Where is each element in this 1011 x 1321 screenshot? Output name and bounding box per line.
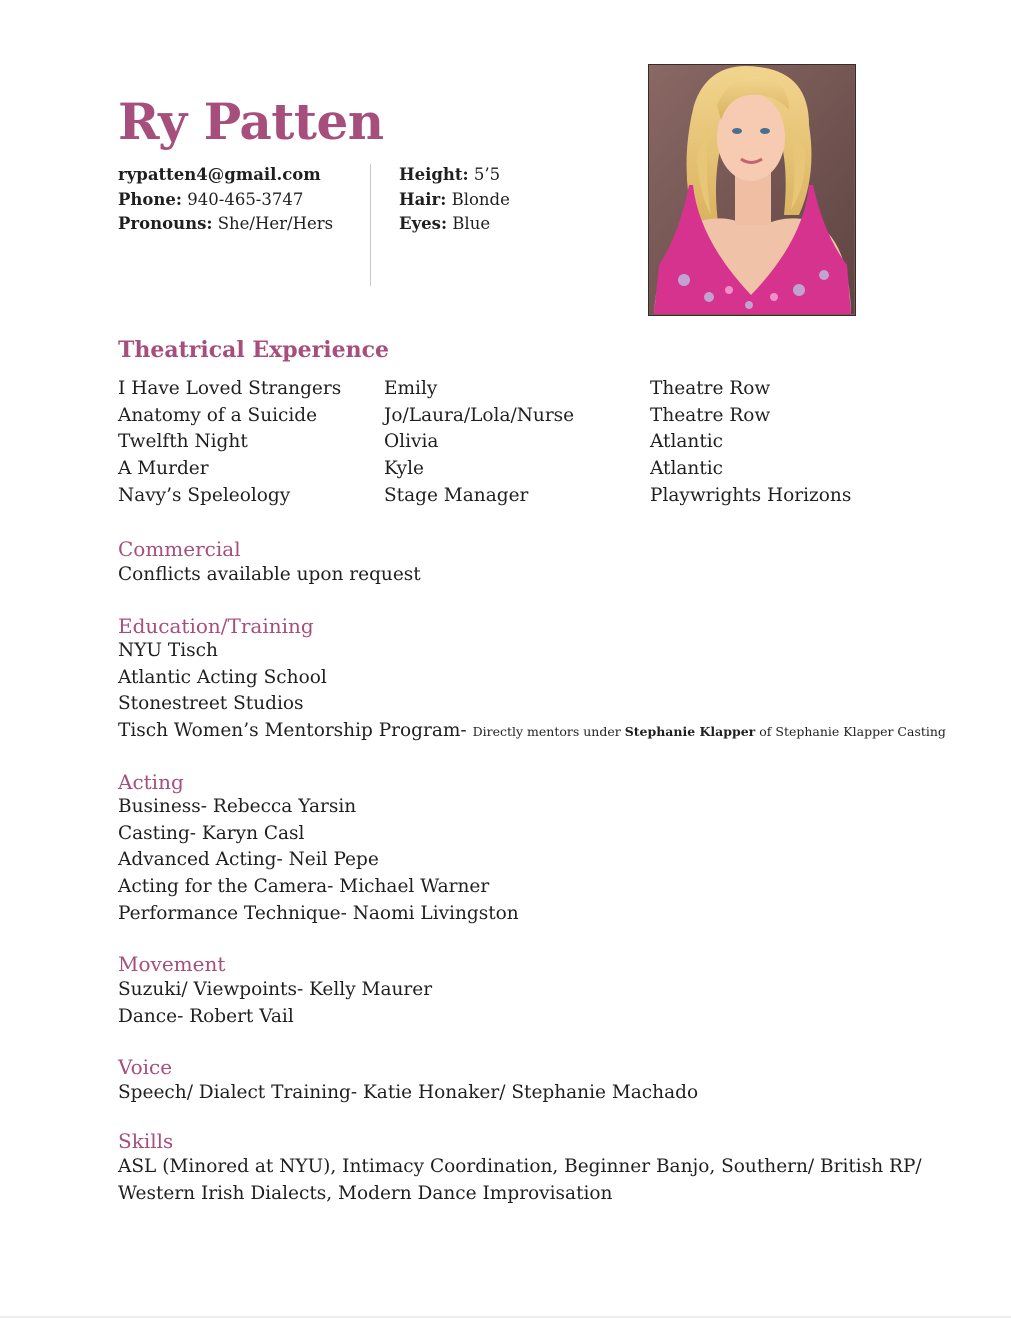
mentorship-line	[118, 718, 946, 746]
skills-line: ASL (Minored at NYU), Intimacy Coordination, Beginner Banjo, Southern/ British RP/	[118, 1156, 922, 1177]
education-list	[118, 638, 946, 746]
height-line: Height: 5’5	[399, 165, 501, 184]
role-name: Emily	[384, 378, 438, 399]
section-title-commercial: Commercial	[118, 537, 241, 561]
acting-item: Acting for the Camera- Michael Warner	[118, 876, 490, 898]
venue-name: Theatre Row	[650, 378, 771, 399]
section-title-acting: Acting	[118, 770, 184, 794]
physical-info	[399, 163, 510, 237]
phone-line: Phone: 940-465-3747	[118, 189, 304, 209]
pronouns-value: She/Her/Hers	[217, 214, 334, 233]
height-value: 5’5	[473, 165, 501, 184]
role-name: Olivia	[384, 431, 439, 453]
section-title-voice: Voice	[118, 1055, 173, 1079]
shows-column	[118, 376, 341, 510]
venue-name: Theatre Row	[650, 404, 771, 426]
education-item: NYU Tisch	[118, 640, 218, 661]
role-name: Jo/Laura/Lola/Nurse	[384, 404, 575, 426]
acting-item: Advanced Acting- Neil Pepe	[118, 849, 379, 871]
pronouns-line: Pronouns: She/Her/Hers	[118, 214, 334, 233]
show-title: Twelfth Night	[118, 431, 248, 453]
venue-name: Playwrights Horizons	[650, 484, 852, 506]
section-title-skills: Skills	[118, 1129, 174, 1153]
email: rypatten4@gmail.com	[118, 165, 321, 184]
mentorship-program: Tisch Women’s Mentorship Program-	[118, 720, 467, 742]
movement-list	[118, 977, 432, 1030]
section-title-theatrical: Theatrical Experience	[118, 337, 389, 363]
headshot-photo	[648, 64, 856, 316]
header-divider	[370, 164, 371, 286]
eyes-value: Blue	[452, 214, 491, 233]
mentorship-note: Directly mentors under Stephanie Klapper of Stephanie Klapper Casting	[472, 724, 946, 740]
skills-line: Western Irish Dialects, Modern Dance Improvisation	[118, 1182, 613, 1204]
section-title-movement: Movement	[118, 952, 226, 976]
venue-name: Atlantic	[650, 458, 724, 480]
show-title: Navy’s Speleology	[118, 484, 291, 506]
show-title: Anatomy of a Suicide	[118, 404, 318, 426]
venue-name: Atlantic	[650, 431, 724, 453]
theatrical-table	[118, 376, 918, 516]
education-item: Stonestreet Studios	[118, 693, 304, 715]
role-name: Stage Manager	[384, 484, 529, 506]
venues-column	[650, 376, 851, 510]
acting-item: Performance Technique- Naomi Livingston	[118, 902, 519, 924]
section-title-education: Education/Training	[118, 614, 314, 638]
phone-value: 940-465-3747	[187, 189, 304, 209]
skills-text	[118, 1154, 922, 1207]
headshot-illustration	[649, 65, 854, 314]
show-title: I Have Loved Strangers	[118, 378, 342, 399]
commercial-text: Conflicts available upon request	[118, 564, 421, 585]
eyes-line: Eyes: Blue	[399, 214, 491, 233]
acting-item: Business- Rebecca Yarsin	[118, 796, 357, 817]
page-bottom-rule	[0, 1316, 1011, 1318]
email-line	[118, 163, 333, 188]
hair-line: Hair: Blonde	[399, 189, 510, 209]
contact-info	[118, 163, 333, 237]
mentor-name: Stephanie Klapper	[624, 724, 756, 740]
acting-list	[118, 794, 519, 928]
role-name: Kyle	[384, 458, 424, 480]
voice-item: Speech/ Dialect Training- Katie Honaker/ Stephanie Machado	[118, 1082, 699, 1103]
education-item: Atlantic Acting School	[118, 666, 327, 688]
roles-column	[384, 376, 574, 510]
voice-list	[118, 1080, 698, 1107]
movement-item: Suzuki/ Viewpoints- Kelly Maurer	[118, 979, 433, 1000]
show-title: A Murder	[118, 458, 209, 480]
movement-item: Dance- Robert Vail	[118, 1005, 294, 1027]
hair-value: Blonde	[451, 189, 510, 209]
resume-name: Ry Patten	[118, 92, 384, 151]
acting-item: Casting- Karyn Casl	[118, 822, 305, 844]
